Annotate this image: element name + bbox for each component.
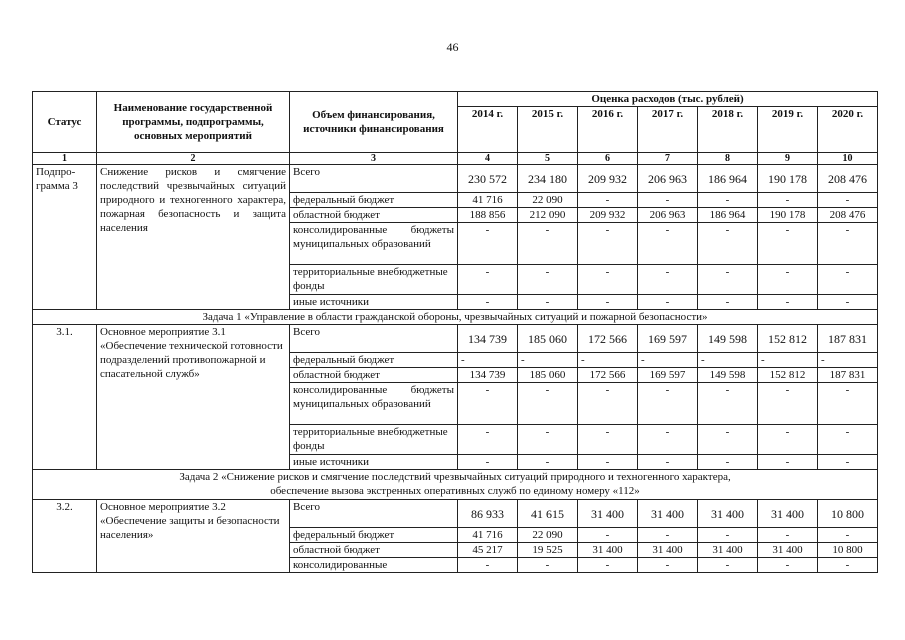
value-cell: - xyxy=(698,383,758,425)
value-cell: 187 831 xyxy=(818,325,878,353)
column-number: 4 xyxy=(458,153,518,165)
value-cell: - xyxy=(818,265,878,295)
value-cell: - xyxy=(578,193,638,208)
header-year: 2016 г. xyxy=(578,107,638,153)
budget-table xyxy=(32,91,878,573)
funding-source: областной бюджет xyxy=(290,368,458,383)
column-number: 6 xyxy=(578,153,638,165)
value-cell: - xyxy=(638,558,698,573)
value-cell: - xyxy=(698,528,758,543)
value-cell: 190 178 xyxy=(758,208,818,223)
value-cell: - xyxy=(698,558,758,573)
value-cell: - xyxy=(578,558,638,573)
value-cell: 134 739 xyxy=(458,325,518,353)
value-cell: - xyxy=(638,383,698,425)
column-number: 8 xyxy=(698,153,758,165)
funding-source: консолидированные бюджеты муниципальных образований xyxy=(290,223,458,265)
funding-source: областной бюджет xyxy=(290,208,458,223)
value-cell: 206 963 xyxy=(638,165,698,193)
value-cell: - xyxy=(518,295,578,310)
value-cell: - xyxy=(578,223,638,265)
value-cell: 172 566 xyxy=(578,325,638,353)
value-cell: 31 400 xyxy=(638,543,698,558)
value-cell: 188 856 xyxy=(458,208,518,223)
value-cell: 149 598 xyxy=(698,325,758,353)
value-cell: - xyxy=(458,558,518,573)
column-number: 2 xyxy=(97,153,290,165)
value-cell: 31 400 xyxy=(758,500,818,528)
value-cell: - xyxy=(458,455,518,470)
value-cell: - xyxy=(638,425,698,455)
program-name: Основное мероприятие 3.2 «Обеспечение защиты и безопасности населения» xyxy=(97,500,290,573)
value-cell: - xyxy=(458,383,518,425)
task-heading-line: обеспечение вызова экстренных оперативных служб по единому номеру «112» xyxy=(270,485,640,497)
value-cell: - xyxy=(458,295,518,310)
value-cell: 208 476 xyxy=(818,165,878,193)
value-cell: 41 716 xyxy=(458,528,518,543)
value-cell: 190 178 xyxy=(758,165,818,193)
funding-source: иные источники xyxy=(290,455,458,470)
value-cell: - xyxy=(698,295,758,310)
value-cell: 149 598 xyxy=(698,368,758,383)
value-cell: - xyxy=(818,193,878,208)
funding-source: федеральный бюджет xyxy=(290,193,458,208)
value-cell: 230 572 xyxy=(458,165,518,193)
program-name: Основное мероприятие 3.1 «Обеспечение технической готовности подразделений противопожарной и спасательной служб» xyxy=(97,325,290,470)
value-cell: - xyxy=(578,425,638,455)
funding-source: федеральный бюджет xyxy=(290,528,458,543)
column-number: 9 xyxy=(758,153,818,165)
value-cell: - xyxy=(818,353,878,368)
task-heading: Задача 1 «Управление в области гражданской обороны, чрезвычайных ситуаций и пожарной безопасности» xyxy=(33,310,878,325)
row-status: 3.1. xyxy=(33,325,97,470)
value-cell: 152 812 xyxy=(758,368,818,383)
value-cell: 41 615 xyxy=(518,500,578,528)
value-cell: 31 400 xyxy=(578,543,638,558)
value-cell: - xyxy=(758,353,818,368)
value-cell: 31 400 xyxy=(638,500,698,528)
value-cell: - xyxy=(638,528,698,543)
value-cell: - xyxy=(578,265,638,295)
value-cell: - xyxy=(698,193,758,208)
value-cell: - xyxy=(758,425,818,455)
value-cell: 31 400 xyxy=(698,500,758,528)
value-cell: - xyxy=(518,223,578,265)
value-cell: 212 090 xyxy=(518,208,578,223)
value-cell: 31 400 xyxy=(578,500,638,528)
header-funding: Объем финансирования, источники финансирования xyxy=(290,92,458,153)
value-cell: 10 800 xyxy=(818,500,878,528)
value-cell: - xyxy=(818,528,878,543)
value-cell: - xyxy=(698,425,758,455)
funding-source: консолидированные xyxy=(290,558,458,573)
value-cell: - xyxy=(698,223,758,265)
header-year: 2015 г. xyxy=(518,107,578,153)
value-cell: - xyxy=(698,265,758,295)
value-cell: - xyxy=(518,265,578,295)
header-program: Наименование государственной программы, подпрограммы, основных мероприятий xyxy=(97,92,290,153)
header-year: 2014 г. xyxy=(458,107,518,153)
value-cell: - xyxy=(698,455,758,470)
value-cell: - xyxy=(758,223,818,265)
header-year: 2020 г. xyxy=(818,107,878,153)
funding-source: консолидированные бюджеты муниципальных образований xyxy=(290,383,458,425)
value-cell: - xyxy=(758,193,818,208)
value-cell: - xyxy=(638,223,698,265)
value-cell: - xyxy=(818,425,878,455)
value-cell: - xyxy=(518,455,578,470)
value-cell: - xyxy=(518,383,578,425)
value-cell: - xyxy=(458,425,518,455)
value-cell: 185 060 xyxy=(518,325,578,353)
value-cell: 152 812 xyxy=(758,325,818,353)
header-estimate: Оценка расходов (тыс. рублей) xyxy=(458,92,878,107)
header-status: Статус xyxy=(33,92,97,153)
value-cell: - xyxy=(578,455,638,470)
value-cell: 206 963 xyxy=(638,208,698,223)
row-status: Подпро-грамма 3 xyxy=(33,165,97,310)
value-cell: - xyxy=(578,353,638,368)
value-cell: - xyxy=(638,455,698,470)
value-cell: 185 060 xyxy=(518,368,578,383)
header-year: 2017 г. xyxy=(638,107,698,153)
page-number: 46 xyxy=(446,40,459,54)
value-cell: - xyxy=(458,353,518,368)
value-cell: - xyxy=(638,295,698,310)
value-cell: - xyxy=(818,455,878,470)
value-cell: 86 933 xyxy=(458,500,518,528)
value-cell: - xyxy=(578,383,638,425)
value-cell: 19 525 xyxy=(518,543,578,558)
funding-source: федеральный бюджет xyxy=(290,353,458,368)
value-cell: - xyxy=(758,383,818,425)
value-cell: 169 597 xyxy=(638,325,698,353)
value-cell: - xyxy=(818,558,878,573)
value-cell: - xyxy=(638,353,698,368)
column-number: 5 xyxy=(518,153,578,165)
value-cell: 22 090 xyxy=(518,193,578,208)
header-year: 2019 г. xyxy=(758,107,818,153)
value-cell: 187 831 xyxy=(818,368,878,383)
value-cell: - xyxy=(638,265,698,295)
value-cell: 134 739 xyxy=(458,368,518,383)
value-cell: - xyxy=(458,265,518,295)
value-cell: 10 800 xyxy=(818,543,878,558)
value-cell: - xyxy=(758,295,818,310)
column-number: 3 xyxy=(290,153,458,165)
value-cell: - xyxy=(578,295,638,310)
value-cell: - xyxy=(758,265,818,295)
header-year: 2018 г. xyxy=(698,107,758,153)
value-cell: - xyxy=(818,223,878,265)
task-heading-line: Задача 2 «Снижение рисков и смягчение последствий чрезвычайных ситуаций природного и техногенного характера, xyxy=(179,471,731,483)
value-cell: - xyxy=(638,193,698,208)
value-cell: - xyxy=(758,558,818,573)
value-cell: 31 400 xyxy=(758,543,818,558)
value-cell: 186 964 xyxy=(698,208,758,223)
funding-source: территориальные внебюджетные фонды xyxy=(290,425,458,455)
program-name: Снижение рисков и смягчение последствий чрезвычайных ситуаций природного и техногенного характера, пожарная безопасность и защита населения xyxy=(97,165,290,310)
task-heading xyxy=(33,470,878,500)
value-cell: - xyxy=(698,353,758,368)
funding-source: Всего xyxy=(290,325,458,353)
funding-source: областной бюджет xyxy=(290,543,458,558)
value-cell: - xyxy=(578,528,638,543)
funding-source: территориальные внебюджетные фонды xyxy=(290,265,458,295)
value-cell: 31 400 xyxy=(698,543,758,558)
column-number: 1 xyxy=(33,153,97,165)
value-cell: 208 476 xyxy=(818,208,878,223)
value-cell: - xyxy=(758,528,818,543)
value-cell: - xyxy=(518,558,578,573)
value-cell: 209 932 xyxy=(578,165,638,193)
value-cell: 169 597 xyxy=(638,368,698,383)
value-cell: - xyxy=(818,295,878,310)
value-cell: 234 180 xyxy=(518,165,578,193)
value-cell: - xyxy=(818,383,878,425)
value-cell: - xyxy=(758,455,818,470)
row-status: 3.2. xyxy=(33,500,97,573)
value-cell: 186 964 xyxy=(698,165,758,193)
value-cell: 22 090 xyxy=(518,528,578,543)
value-cell: 172 566 xyxy=(578,368,638,383)
value-cell: - xyxy=(518,353,578,368)
column-number: 7 xyxy=(638,153,698,165)
funding-source: Всего xyxy=(290,165,458,193)
value-cell: - xyxy=(458,223,518,265)
value-cell: - xyxy=(518,425,578,455)
value-cell: 209 932 xyxy=(578,208,638,223)
value-cell: 41 716 xyxy=(458,193,518,208)
funding-source: иные источники xyxy=(290,295,458,310)
funding-source: Всего xyxy=(290,500,458,528)
column-number: 10 xyxy=(818,153,878,165)
value-cell: 45 217 xyxy=(458,543,518,558)
